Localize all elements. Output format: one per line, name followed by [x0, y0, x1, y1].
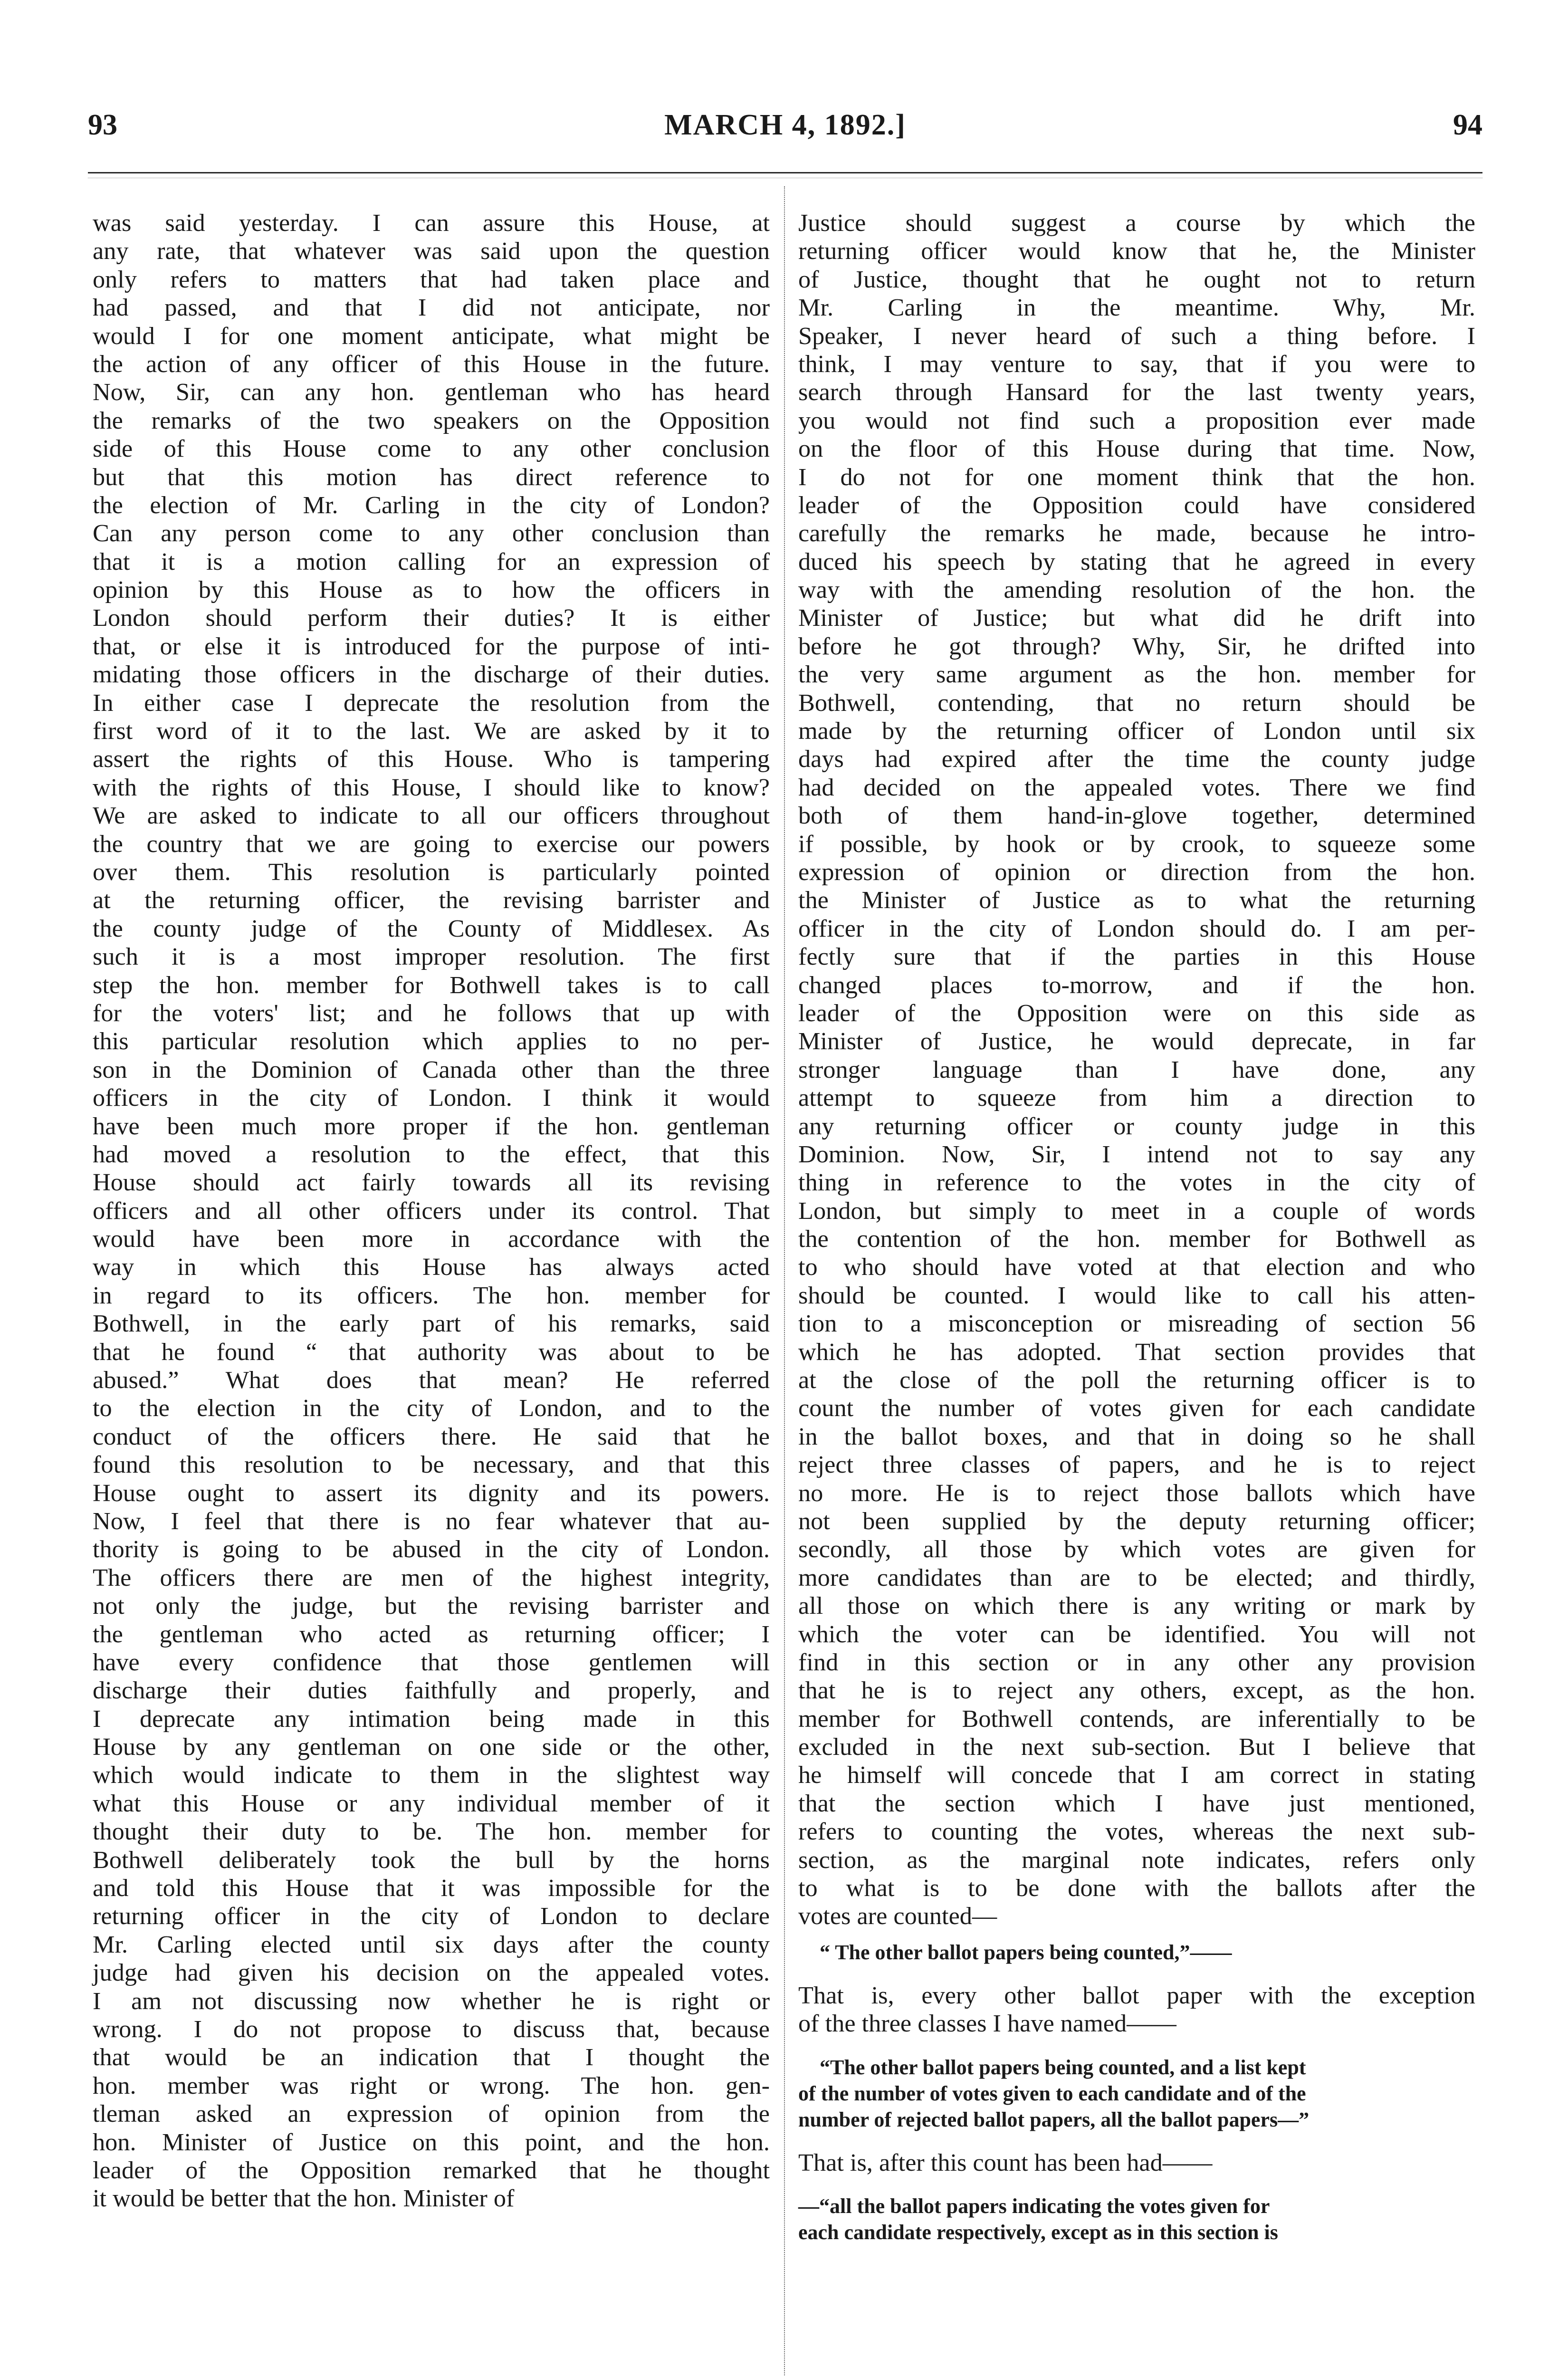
text-line: duced his speech by stating that he agreed in every [798, 547, 1475, 575]
text-line: the very same argument as the hon. member for [798, 661, 1475, 689]
text-line: That is, after this count has been had—— [798, 2148, 1213, 2176]
text-line: Now, Sir, can any hon. gentleman who has heard [93, 378, 770, 406]
text-line: abused.” What does that mean? He referred [93, 1366, 770, 1394]
text-line: thing in reference to the votes in the city of [798, 1169, 1475, 1197]
text-line: no more. He is to reject those ballots which have [798, 1479, 1475, 1507]
text-line: wrong. I do not propose to discuss that, because [93, 2015, 770, 2043]
text-line: thought their duty to be. The hon. member for [93, 1818, 770, 1846]
text-line: which would indicate to them in the slightest way [93, 1761, 770, 1789]
text-line: that the section which I have just mentioned, [798, 1789, 1475, 1817]
text-line: officer in the city of London should do. I am per- [798, 914, 1475, 942]
text-line: with the rights of this House, I should like to know? [93, 773, 770, 801]
text-line: Bothwell, in the early part of his remarks, said [93, 1310, 770, 1338]
text-line: more candidates than are to be elected; and thirdly, [798, 1563, 1475, 1591]
text-line: both of them hand-in-glove together, determined [798, 802, 1475, 830]
text-line: this particular resolution which applies to no per- [93, 1027, 770, 1055]
text-line: the country that we are going to exercise our powers [93, 830, 770, 858]
text-line: have every confidence that those gentlemen will [93, 1648, 770, 1676]
text-line: I do not for one moment think that the hon. [798, 463, 1475, 491]
text-line: the contention of the hon. member for Bothwell as [798, 1225, 1475, 1253]
quote-line: number of rejected ballot papers, all the ballot papers—” [798, 2108, 1310, 2131]
text-line: Bothwell, contending, that no return should be [798, 689, 1475, 717]
text-line: made by the returning officer of London until six [798, 717, 1475, 745]
quote-other-ballot-papers: “ The other ballot papers being counted,”—— [820, 1940, 1232, 1964]
text-line: before he got through? Why, Sir, he drifted into [798, 632, 1475, 660]
text-line: Dominion. Now, Sir, I intend not to say any [798, 1140, 1475, 1168]
text-line: I am not discussing now whether he is right or [93, 1987, 770, 2015]
text-line: on the floor of this House during that time. Now, [798, 435, 1475, 463]
text-line: days had expired after the time the county judge [798, 745, 1475, 773]
text-line: in the ballot boxes, and that in doing so he shall [798, 1422, 1475, 1450]
text-line: leader of the Opposition were on this side as [798, 999, 1475, 1027]
text-line: votes are counted— [798, 1902, 997, 1930]
text-line: had moved a resolution to the effect, that this [93, 1140, 770, 1168]
text-line: section, as the marginal note indicates, refers only [798, 1846, 1475, 1874]
text-line: Bothwell deliberately took the bull by the horns [93, 1846, 770, 1874]
page-number-left: 93 [88, 109, 117, 141]
text-line: had decided on the appealed votes. There we find [798, 773, 1475, 801]
text-line: officers in the city of London. I think it would [93, 1084, 770, 1112]
text-line: Mr. Carling elected until six days after the county [93, 1930, 770, 1958]
text-line: The officers there are men of the highest integrity, [93, 1563, 770, 1591]
text-line: find in this section or in any other any provision [798, 1648, 1475, 1676]
page-number-right: 94 [1453, 109, 1482, 141]
text-line: expression of opinion or direction from the hon. [798, 858, 1475, 886]
text-line: the remarks of the two speakers on the Opposition [93, 406, 770, 434]
text-line: found this resolution to be necessary, and that this [93, 1451, 770, 1479]
text-line: thority is going to be abused in the city of London. [93, 1535, 770, 1563]
text-line: the Minister of Justice as to what the returning [798, 886, 1475, 914]
text-line: of Justice, thought that he ought not to return [798, 265, 1475, 293]
text-line: returning officer in the city of London to declare [93, 1902, 770, 1930]
text-line: but that this motion has direct reference to [93, 463, 770, 491]
text-line: such it is a most improper resolution. The first [93, 943, 770, 971]
text-line: think, I may venture to say, that if you were to [798, 350, 1475, 378]
text-line: In either case I deprecate the resolution from the [93, 689, 770, 717]
text-line: at the close of the poll the returning officer is to [798, 1366, 1475, 1394]
text-line: the action of any officer of this House in the future. [93, 350, 770, 378]
text-line: hon. Minister of Justice on this point, and the hon. [93, 2128, 770, 2156]
text-line: that it is a motion calling for an expression of [93, 547, 770, 575]
text-line: hon. member was right or wrong. The hon. gen- [93, 2071, 770, 2099]
text-line: Speaker, I never heard of such a thing before. I [798, 322, 1475, 350]
text-line: secondly, all those by which votes are given for [798, 1535, 1475, 1563]
text-line: step the hon. member for Bothwell takes is to call [93, 971, 770, 999]
text-line: which the voter can be identified. You will not [798, 1620, 1475, 1648]
text-line: fectly sure that if the parties in this House [798, 943, 1475, 971]
text-line: way with the amending resolution of the hon. the [798, 576, 1475, 604]
text-line: way in which this House has always acted [93, 1253, 770, 1281]
right-column-body [798, 209, 1475, 1931]
text-line: over them. This resolution is particularly pointed [93, 858, 770, 886]
text-line: conduct of the officers there. He said that he [93, 1422, 770, 1450]
text-line: assert the rights of this House. Who is tampering [93, 745, 770, 773]
text-line: tion to a misconception or misreading of section 56 [798, 1310, 1475, 1338]
text-line: House should act fairly towards all its revising [93, 1169, 770, 1197]
text-line: House ought to assert its dignity and its powers. [93, 1479, 770, 1507]
text-line: midating those officers in the discharge of their duties. [93, 661, 770, 689]
text-line: the county judge of the County of Middlesex. As [93, 914, 770, 942]
text-line: the gentleman who acted as returning officer; I [93, 1620, 770, 1648]
text-line: opinion by this House as to how the officers in [93, 576, 770, 604]
text-line: that he found “ that authority was about to be [93, 1338, 770, 1366]
column-divider [784, 186, 785, 2376]
text-line: count the number of votes given for each candidate [798, 1394, 1475, 1422]
text-line: what this House or any individual member of it [93, 1789, 770, 1817]
text-line: all those on which there is any writing or mark by [798, 1592, 1475, 1620]
text-line: only refers to matters that had taken place and [93, 265, 770, 293]
text-line: carefully the remarks he made, because he intro- [798, 519, 1475, 547]
text-line: the election of Mr. Carling in the city of London? [93, 491, 770, 519]
text-line: not only the judge, but the revising barrister and [93, 1592, 770, 1620]
page-header [88, 108, 1482, 151]
text-line: House by any gentleman on one side or the other, [93, 1733, 770, 1761]
text-line: That is, every other ballot paper with the exception [798, 1981, 1475, 2009]
text-line: in regard to its officers. The hon. member for [93, 1281, 770, 1309]
text-line: leader of the Opposition remarked that he thought [93, 2156, 770, 2184]
text-line: was said yesterday. I can assure this House, at [93, 209, 770, 237]
quote-line: “The other ballot papers being counted, and a list kept [820, 2055, 1306, 2079]
text-line: any returning officer or county judge in this [798, 1112, 1475, 1140]
text-line: Now, I feel that there is no fear whatever that au- [93, 1507, 770, 1535]
text-line: excluded in the next sub-section. But I believe that [798, 1733, 1475, 1761]
text-line: leader of the Opposition could have considered [798, 491, 1475, 519]
text-line: to what is to be done with the ballots after the [798, 1874, 1475, 1902]
quote-line: each candidate respectively, except as in this section is [798, 2221, 1278, 2244]
page-title: MARCH 4, 1892.] [664, 109, 906, 141]
text-line: should be counted. I would like to call his atten- [798, 1281, 1475, 1309]
text-line: Minister of Justice; but what did he drift into [798, 604, 1475, 632]
text-line: which he has adopted. That section provides that [798, 1338, 1475, 1366]
text-line: London, but simply to meet in a couple of words [798, 1197, 1475, 1225]
text-line: reject three classes of papers, and he is to reject [798, 1451, 1475, 1479]
text-line: that would be an indication that I thought the [93, 2043, 770, 2071]
text-line: returning officer would know that he, the Minister [798, 237, 1475, 265]
text-line: at the returning officer, the revising barrister and [93, 886, 770, 914]
text-line: and told this House that it was impossible for the [93, 1874, 770, 1902]
text-line: have been much more proper if the hon. gentleman [93, 1112, 770, 1140]
right-column [798, 209, 1475, 2245]
text-line: I deprecate any intimation being made in this [93, 1705, 770, 1733]
text-line: Mr. Carling in the meantime. Why, Mr. [798, 294, 1475, 322]
text-line: had passed, and that I did not anticipate, nor [93, 294, 770, 322]
text-line: any rate, that whatever was said upon the question [93, 237, 770, 265]
text-line: tleman asked an expression of opinion from the [93, 2100, 770, 2128]
header-rule [88, 172, 1482, 173]
text-line: you would not find such a proposition ever made [798, 406, 1475, 434]
text-line: for the voters' list; and he follows that up with [93, 999, 770, 1027]
text-line: search through Hansard for the last twenty years, [798, 378, 1475, 406]
text-line: judge had given his decision on the appealed votes. [93, 1959, 770, 1987]
text-line: if possible, by hook or by crook, to squeeze some [798, 830, 1475, 858]
text-line: it would be better that the hon. Minister of [93, 2184, 515, 2213]
text-line: changed places to-morrow, and if the hon. [798, 971, 1475, 999]
text-line: Minister of Justice, he would deprecate, in far [798, 1027, 1475, 1055]
text-line: first word of it to the last. We are asked by it to [93, 717, 770, 745]
text-line: officers and all other officers under its control. That [93, 1197, 770, 1225]
text-line: discharge their duties faithfully and properly, and [93, 1677, 770, 1705]
text-line: We are asked to indicate to all our officers throughout [93, 802, 770, 830]
text-line: Justice should suggest a course by which the [798, 209, 1475, 237]
quote-line: of the number of votes given to each candidate and of the [798, 2081, 1306, 2105]
text-line: son in the Dominion of Canada other than the three [93, 1055, 770, 1083]
text-line: stronger language than I have done, any [798, 1055, 1475, 1083]
text-line: would I for one moment anticipate, what might be [93, 322, 770, 350]
text-line: that, or else it is introduced for the purpose of inti- [93, 632, 770, 660]
text-line: of the three classes I have named—— [798, 2010, 1176, 2038]
text-line: side of this House come to any other conclusion [93, 435, 770, 463]
text-line: would have been more in accordance with the [93, 1225, 770, 1253]
text-line: London should perform their duties? It is either [93, 604, 770, 632]
text-line: that he is to reject any others, except, as the hon. [798, 1677, 1475, 1705]
text-line: to who should have voted at that election and who [798, 1253, 1475, 1281]
text-line: Can any person come to any other conclusion than [93, 519, 770, 547]
text-line: member for Bothwell contends, are inferentially to be [798, 1705, 1475, 1733]
quote-line: —“all the ballot papers indicating the votes given for [798, 2194, 1270, 2218]
text-line: not been supplied by the deputy returning officer; [798, 1507, 1475, 1535]
text-line: attempt to squeeze from him a direction to [798, 1084, 1475, 1112]
left-column [93, 209, 770, 2213]
text-line: he himself will concede that I am correct in stating [798, 1761, 1475, 1789]
text-line: to the election in the city of London, and to the [93, 1394, 770, 1422]
text-line: refers to counting the votes, whereas the next sub- [798, 1818, 1475, 1846]
